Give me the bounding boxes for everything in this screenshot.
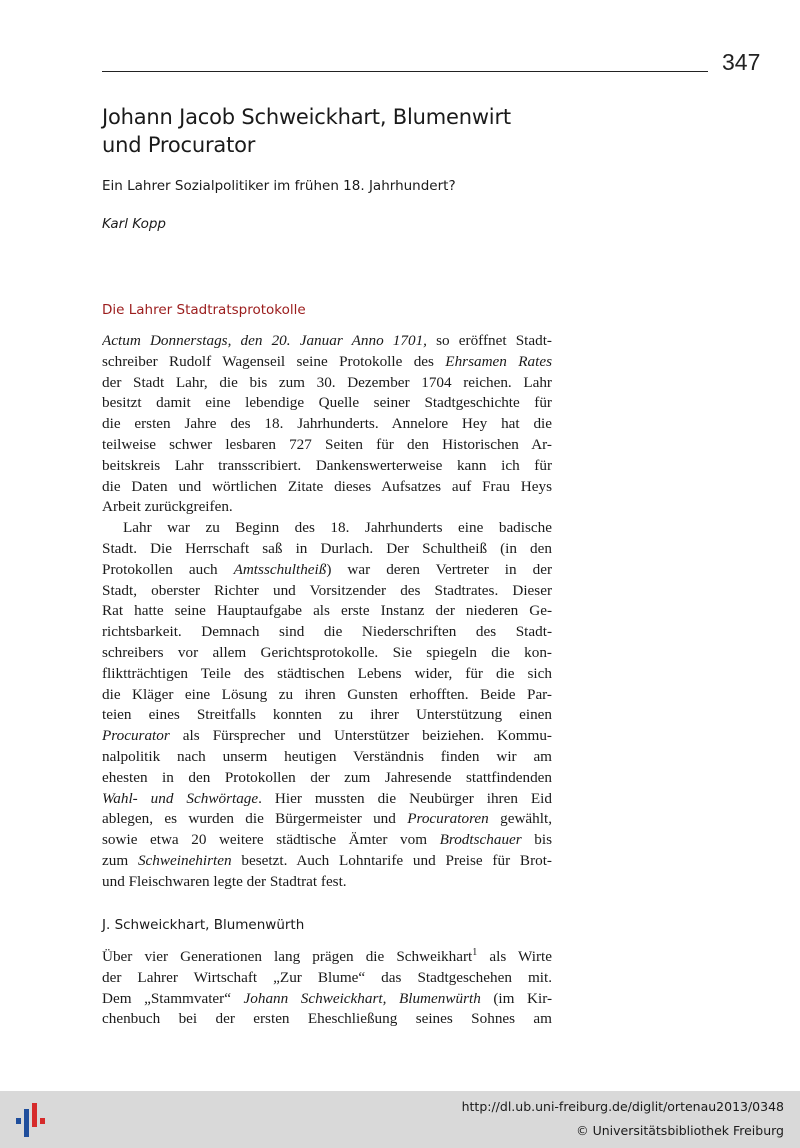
section-body-stadtratsprotokolle xyxy=(102,331,552,893)
text-line xyxy=(102,830,552,851)
text-run: Procuratoren xyxy=(407,810,489,828)
text-line xyxy=(102,352,552,373)
text-run: nalpolitik nach unserm heutigen Verständnis finden wir am xyxy=(102,747,552,765)
text-line xyxy=(102,581,552,602)
text-run: Procurator xyxy=(102,727,170,745)
text-line xyxy=(102,560,552,581)
article-subtitle: Ein Lahrer Sozialpolitiker im frühen 18. Jahrhundert? xyxy=(102,178,456,194)
text-run: teilweise schwer lesbaren 727 Seiten für den Historischen Ar- xyxy=(102,435,552,453)
text-line xyxy=(102,601,552,622)
text-line xyxy=(102,373,552,394)
text-line xyxy=(102,809,552,830)
text-line xyxy=(102,664,552,685)
text-run: Stadt. Die Herrschaft saß in Durlach. Der Schultheiß (in den xyxy=(102,539,552,557)
text-run: . Hier mussten die Neubürger ihren Eid xyxy=(258,789,552,807)
text-run: die ersten Jahre des 18. Jahrhunderts. Annelore Hey hat die xyxy=(102,415,552,433)
section-heading-blumenwuerth: J. Schweickhart, Blumenwürth xyxy=(102,917,305,933)
text-run: Über vier Generationen lang prägen die Schweikhart xyxy=(102,948,473,965)
text-line xyxy=(102,789,552,810)
text-line xyxy=(102,435,552,456)
text-line xyxy=(102,705,552,726)
footer-copyright: © Universitätsbibliothek Freiburg xyxy=(576,1123,784,1138)
section-body-blumenwuerth xyxy=(102,947,552,1030)
text-run: ) war deren Vertreter in der xyxy=(326,560,552,578)
section-heading-stadtratsprotokolle: Die Lahrer Stadtratsprotokolle xyxy=(102,302,306,318)
text-line xyxy=(102,331,552,352)
text-run: richtsbarkeit. Demnach sind die Niederschriften des Stadt- xyxy=(102,623,552,641)
text-line xyxy=(102,622,552,643)
page-number: 347 xyxy=(722,49,761,75)
text-run: Wahl- und Schwörtage xyxy=(102,789,259,807)
text-run: ablegen, es wurden die Bürgermeister und xyxy=(102,810,408,828)
text-run: Brodtschauer xyxy=(439,831,522,849)
text-run: als Wirte xyxy=(477,948,552,965)
text-run: Schweinehirten xyxy=(137,851,232,869)
text-run: (im Kir- xyxy=(480,989,552,1007)
text-run: Amtsschultheiß xyxy=(233,560,327,578)
text-run: sowie etwa 20 weitere städtische Ämter vom xyxy=(102,831,440,849)
text-line xyxy=(102,539,552,560)
article-title-line: Johann Jacob Schweickhart, Blumenwirt xyxy=(102,105,511,129)
text-line xyxy=(102,851,552,872)
text-line xyxy=(102,477,552,498)
text-line xyxy=(102,872,552,893)
text-line xyxy=(102,393,552,414)
text-run: und Fleischwaren legte der Stadtrat fest. xyxy=(102,872,347,890)
text-run: fliktträchtigen Teile des städtischen Lebens wider, für die sich xyxy=(102,664,552,682)
text-line xyxy=(102,968,552,989)
ub-freiburg-logo-icon xyxy=(14,1101,50,1141)
text-run: der Lahrer Wirtschaft „Zur Blume“ das Stadtgeschehen mit. xyxy=(102,968,552,986)
text-run: Stadt, oberster Richter und Vorsitzender des Stadtrates. Dieser xyxy=(102,581,552,599)
text-run: teien eines Streitfalls konnten zu ihrer Unterstützung einen xyxy=(102,706,552,724)
text-line xyxy=(102,643,552,664)
text-run: die Kläger eine Lösung zu ihren Gunsten erhofften. Beide Par- xyxy=(102,685,552,703)
text-line xyxy=(102,989,552,1010)
text-line xyxy=(102,685,552,706)
text-line xyxy=(102,768,552,789)
article-title xyxy=(102,103,662,159)
text-run: Dem „Stammvater“ xyxy=(102,989,244,1007)
text-run: beitskreis Lahr transscribiert. Dankenswerterweise kann ich für xyxy=(102,456,552,474)
text-run: zum xyxy=(102,851,138,869)
text-line xyxy=(102,518,552,539)
article-title-line: und Procurator xyxy=(102,133,256,157)
footer-url-link[interactable]: http://dl.ub.uni-freiburg.de/diglit/ortenau2013/0348 xyxy=(461,1099,784,1114)
text-line xyxy=(102,726,552,747)
text-run: besetzt. Auch Lohntarife und Preise für Brot- xyxy=(231,851,552,869)
text-run: schreibers vor allem Gerichtsprotokolle. Sie spiegeln die kon- xyxy=(102,643,552,661)
text-line xyxy=(102,456,552,477)
text-run: Protokollen auch xyxy=(102,560,234,578)
footer-bar xyxy=(0,1091,800,1148)
footnote-marker[interactable]: 1 xyxy=(472,947,478,958)
text-run: ehesten in den Protokollen der zum Jahresende stattfindenden xyxy=(102,768,552,786)
text-run: gewählt, xyxy=(488,810,552,828)
text-line xyxy=(102,497,552,518)
text-run: als Fürsprecher und Unterstützer beiziehen. Kommu- xyxy=(169,727,552,745)
header-rule xyxy=(102,71,708,72)
text-run: schreiber Rudolf Wagenseil seine Protokolle des xyxy=(102,352,446,370)
article-author: Karl Kopp xyxy=(102,216,167,232)
text-run: chenbuch bei der ersten Eheschließung seines Sohnes am xyxy=(102,1010,552,1028)
text-line xyxy=(102,747,552,768)
text-run: Actum Donnerstags, den 20. Januar Anno 1701, xyxy=(102,332,427,349)
text-run: Johann Schweickhart, Blumenwürth xyxy=(243,989,481,1007)
text-run: die Daten und wörtlichen Zitate dieses Aufsatzes auf Frau Heys xyxy=(102,477,552,495)
text-line xyxy=(102,1009,552,1030)
text-run: Ehrsamen Rates xyxy=(445,352,552,370)
text-run: Arbeit zurückgreifen. xyxy=(102,498,233,516)
text-run: bis xyxy=(521,831,552,849)
text-line xyxy=(102,947,552,968)
text-run: Lahr war zu Beginn des 18. Jahrhunderts eine badische xyxy=(123,519,552,537)
text-run: besitzt damit eine lebendige Quelle seiner Stadtgeschichte für xyxy=(102,394,552,412)
text-run: Rat hatte seine Hauptaufgabe als erste Instanz der niederen Ge- xyxy=(102,602,552,620)
text-line xyxy=(102,414,552,435)
text-run: der Stadt Lahr, die bis zum 30. Dezember 1704 reichen. Lahr xyxy=(102,373,552,391)
text-run: so eröffnet Stadt- xyxy=(426,332,552,349)
